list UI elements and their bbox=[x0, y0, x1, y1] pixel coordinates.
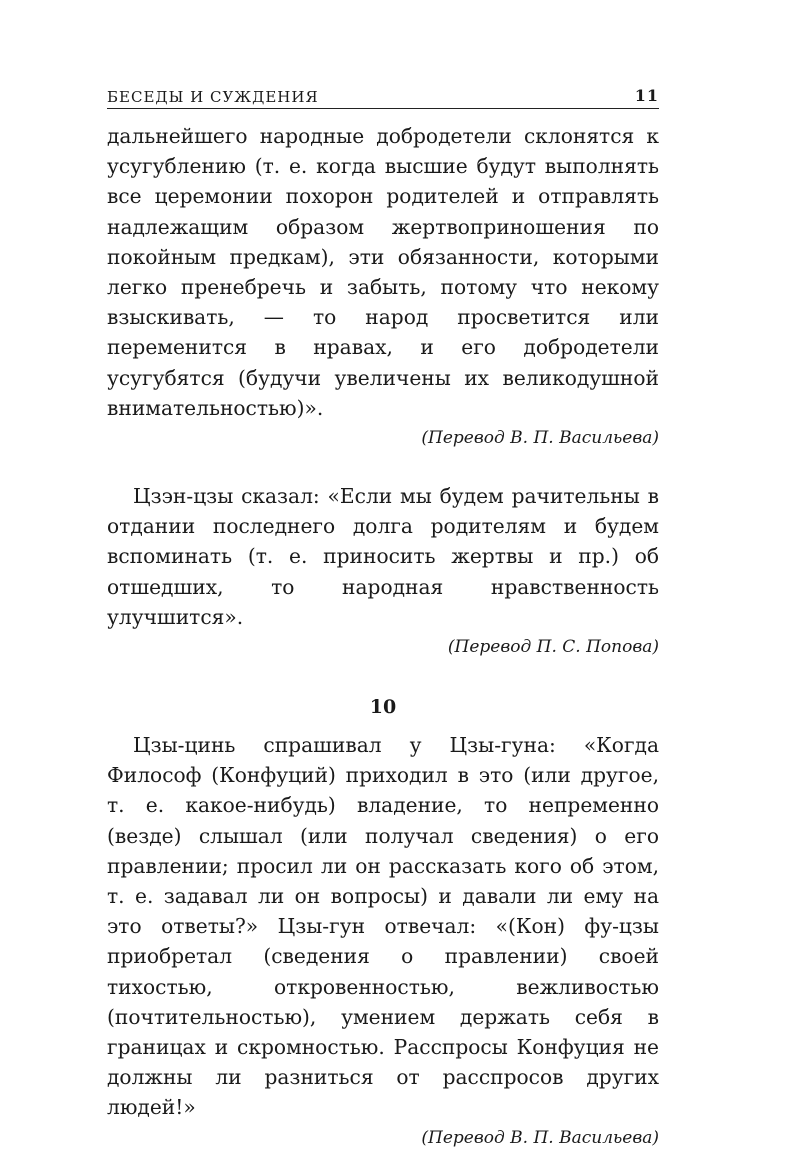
paragraph-gap bbox=[107, 453, 659, 481]
translation-attribution: (Перевод В. П. Васильева) bbox=[421, 1127, 659, 1148]
translation-attribution: (Перевод В. П. Васильева) bbox=[421, 428, 659, 449]
page-number: 11 bbox=[634, 86, 659, 105]
running-title: БЕСЕДЫ И СУЖДЕНИЯ bbox=[107, 88, 319, 106]
paragraph-continued: дальнейшего народные добродетели склонятся к усугублению (т. е. когда высшие будут выполнять все церемонии похорон родителей и отправлять надлежащим образом жертвоприношения по покойным предкам), эти обязанности, которыми легко пренебречь и забыть, потому что некому взыскивать, — то народ просветится или переменится в нравах, и его добродетели усугубятся (будучи увеличены их великодушной внимательностью)». bbox=[107, 124, 659, 420]
paragraph: Цзы-цинь спрашивал у Цзы-гуна: «Когда Философ (Конфуций) приходил в это (или другое, т. е. какое-нибудь) владение, то непременно (везде) слышал (или получал сведения) о его правлении; просил ли он рассказать кого об этом, т. е. задавал ли он вопросы) и давали ли ему на это ответы?» Цзы-гун отвечал: «(Кон) фу-цзы приобретал (сведения о правлении) своей тихостью, откровенностью, вежливостью (почтительностью), умением держать себя в границах и скромностью. Расспросы Конфуция не должны ли разниться от расспросов других людей!» bbox=[107, 733, 659, 1120]
translation-attribution: (Перевод П. С. Попова) bbox=[447, 637, 659, 658]
page-body bbox=[107, 121, 659, 1153]
paragraph: Цзэн-цзы сказал: «Если мы будем рачительны в отдании последнего долга родителям и будем вспоминать (т. е. приносить жертвы и пр.) об отшедших, то народная нравственность улучшится». bbox=[107, 484, 659, 629]
section-number: 10 bbox=[369, 696, 397, 719]
running-header bbox=[107, 84, 659, 109]
